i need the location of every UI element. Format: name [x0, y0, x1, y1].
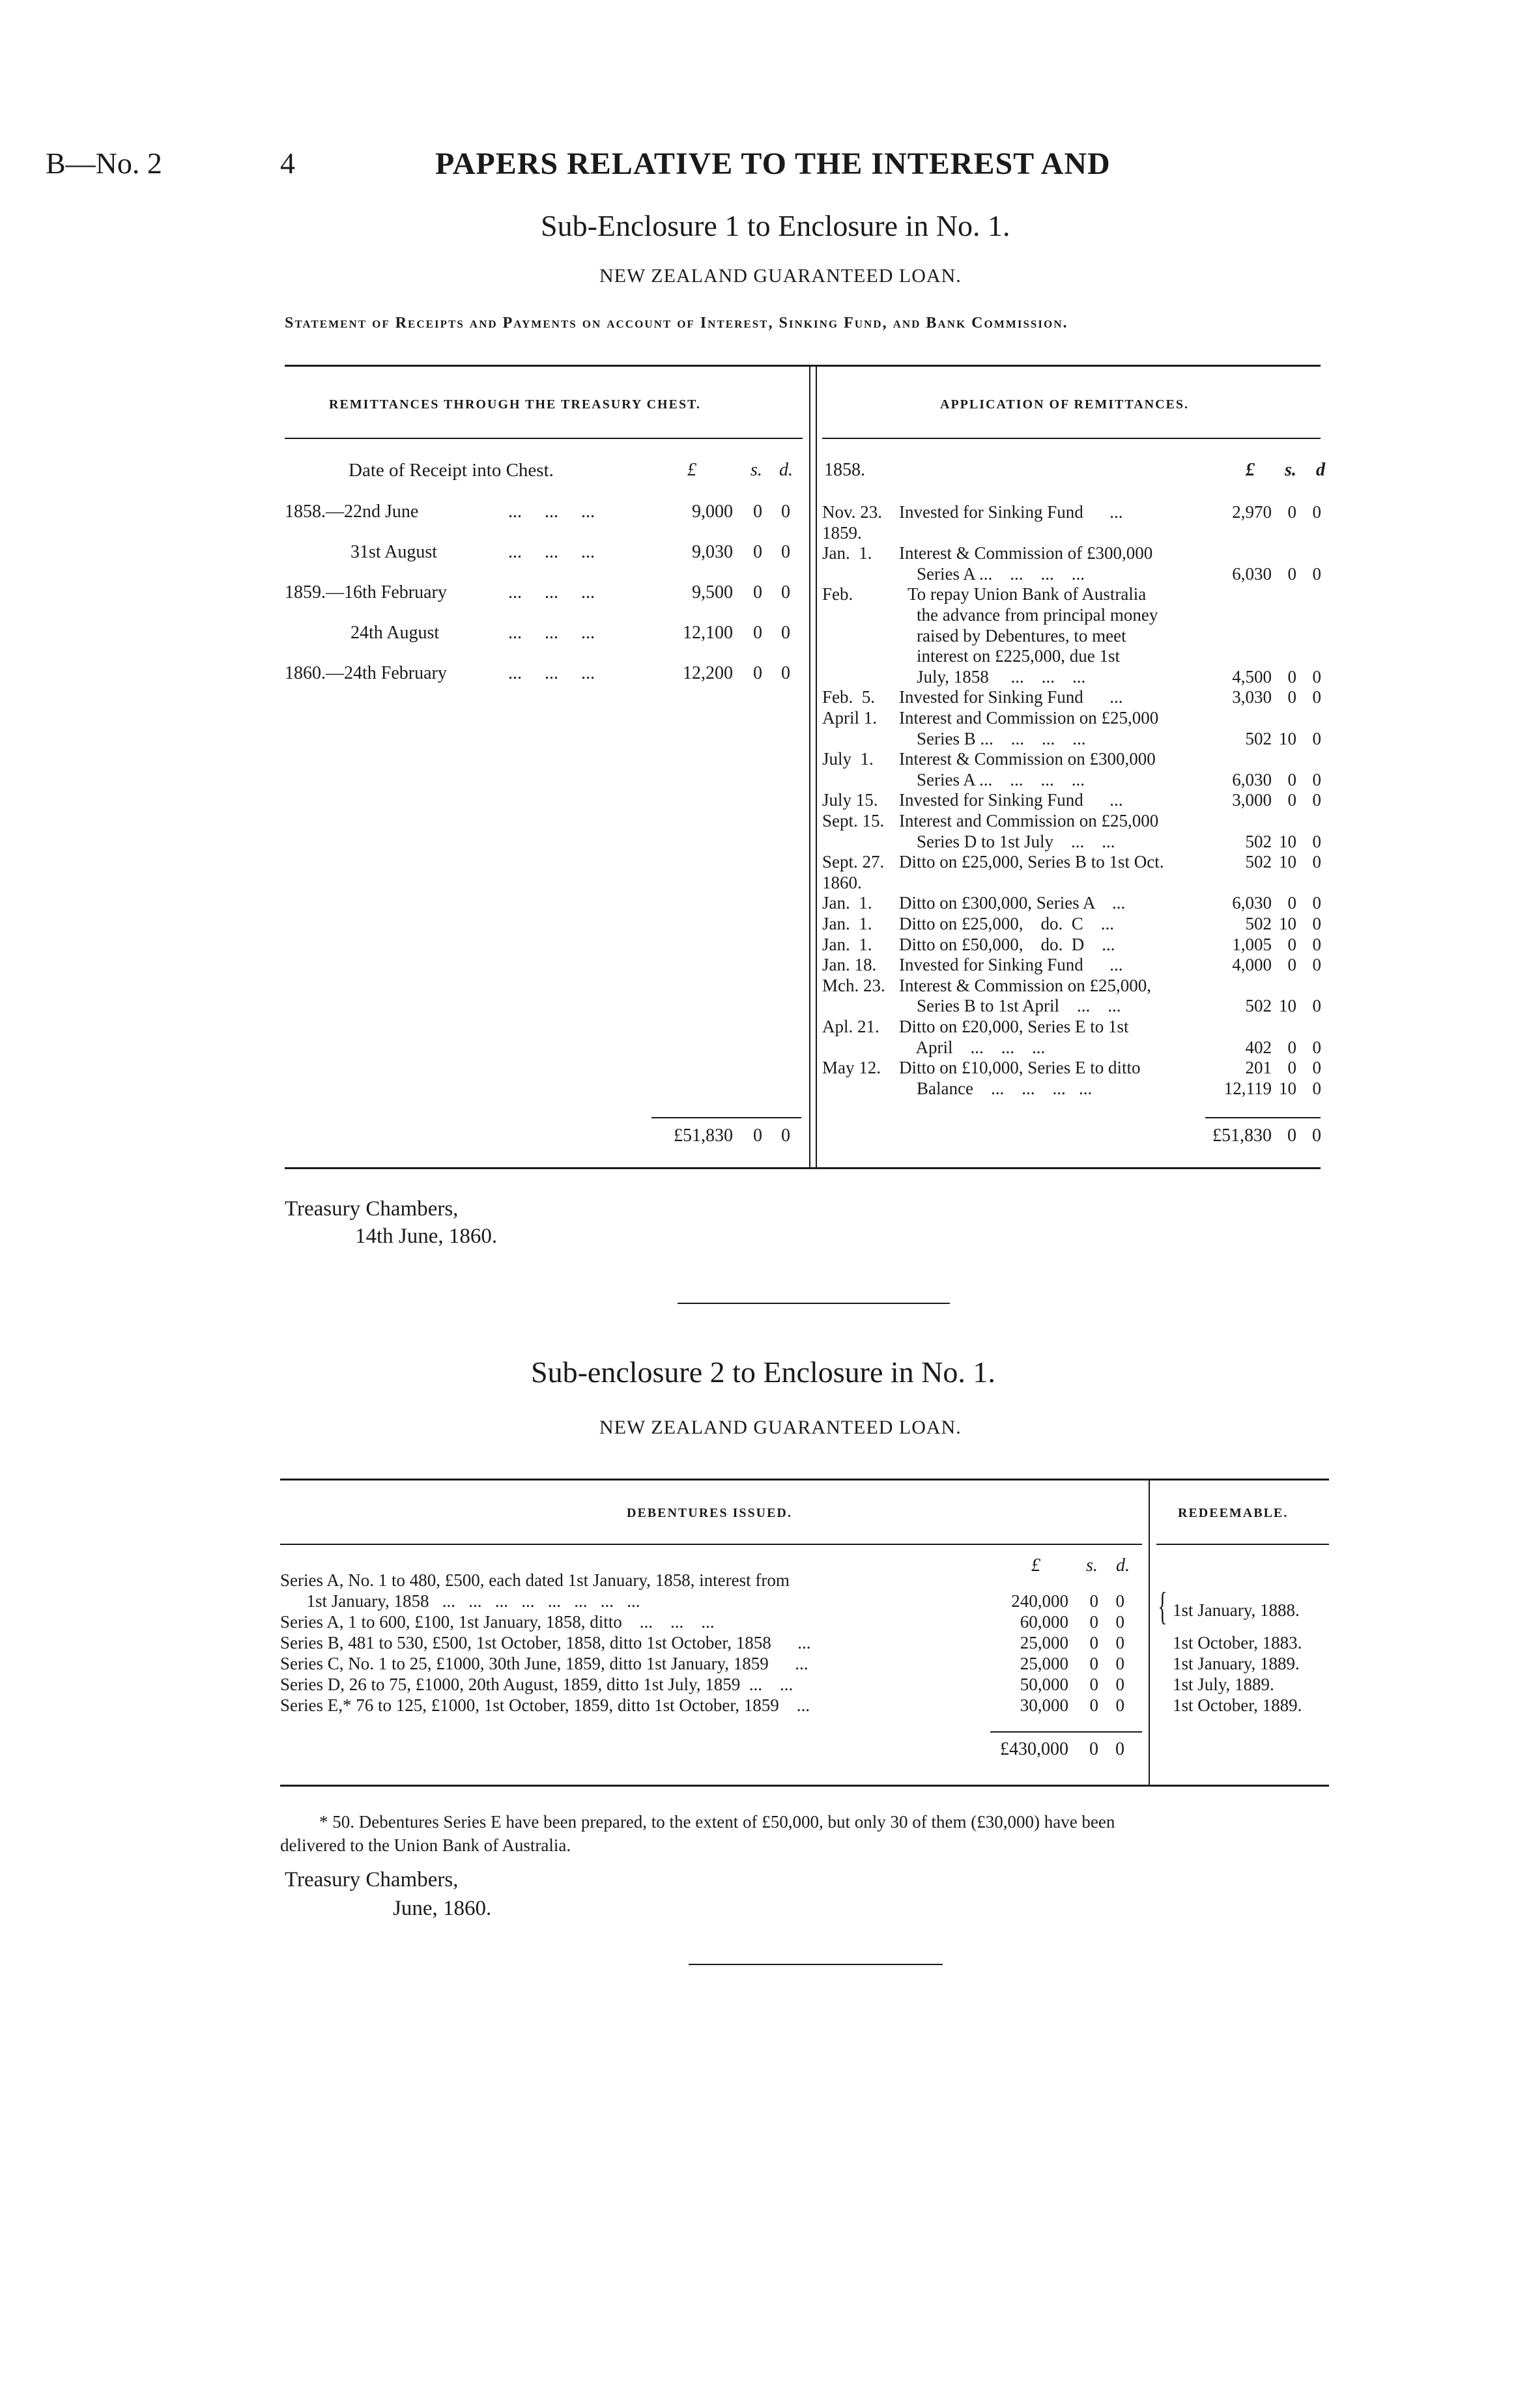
right-row-text: Series D to 1st July ... ...: [899, 832, 1115, 851]
right-row-d: 0: [1312, 729, 1321, 748]
left-row-s: 0: [753, 582, 762, 602]
right-row-d: 0: [1312, 914, 1321, 933]
t2-row-text: Series A, 1 to 600, £100, 1st January, 1858, ditto ... ... ...: [280, 1612, 715, 1632]
t2-row-text: 1st January, 1858 ... ... ... ... ... ... ... ...: [280, 1591, 640, 1611]
right-year-label: 1858.: [824, 460, 865, 480]
right-row-date: Jan. 1.: [822, 935, 872, 954]
right-row-s: 0: [1287, 667, 1296, 687]
right-row-d: 0: [1312, 1058, 1321, 1077]
left-row-pounds: 9,030: [692, 542, 733, 562]
sub1-heading: Sub-Enclosure 1 to Enclosure in No. 1.: [541, 209, 1010, 242]
table1-bottom-rule: [285, 1167, 1321, 1169]
right-row-s: 0: [1287, 1038, 1296, 1057]
right-row-d: 0: [1312, 790, 1321, 810]
right-total: £51,830: [1212, 1126, 1272, 1146]
table1-head-rule-left: [285, 438, 803, 439]
t2-row-d: 0: [1115, 1591, 1124, 1611]
right-row-text: Ditto on £25,000, Series B to 1st Oct.: [899, 852, 1164, 871]
right-row-date: April 1.: [822, 708, 877, 728]
t2-row-s: 0: [1089, 1633, 1098, 1652]
table1-divider-2: [816, 365, 817, 1167]
right-row-date: 1860.: [822, 873, 862, 892]
right-row-date: May 12.: [822, 1058, 881, 1077]
right-row-s: 0: [1287, 564, 1296, 584]
right-row-text: Ditto on £25,000, do. C ...: [899, 914, 1115, 933]
t2-row-pounds: 25,000: [1020, 1654, 1068, 1673]
left-row-dots: ... ... ...: [508, 502, 595, 522]
t2-row-pounds: 25,000: [1020, 1633, 1068, 1652]
right-total-d: 0: [1312, 1126, 1321, 1146]
right-row-date: Jan. 1.: [822, 543, 872, 563]
right-row-s: 0: [1287, 935, 1296, 954]
issued-heading: DEBENTURES ISSUED.: [627, 1506, 792, 1520]
right-row-pounds: 6,030: [1232, 893, 1272, 913]
right-row-s: 0: [1287, 790, 1296, 810]
sub1-loan-title: NEW ZEALAND GUARANTEED LOAN.: [599, 265, 962, 287]
right-row-s: 10: [1279, 729, 1296, 748]
right-row-text: Ditto on £300,000, Series A ...: [899, 893, 1126, 913]
right-row-s: 0: [1287, 502, 1296, 522]
right-row-text: Interest and Commission on £25,000: [899, 708, 1159, 728]
right-row-text: Interest and Commission on £25,000: [899, 811, 1159, 830]
t2-s-header: s.: [1086, 1555, 1098, 1576]
right-row-pounds: 6,030: [1232, 564, 1272, 584]
right-row-s: 10: [1279, 914, 1296, 933]
table1-head-rule-right: [822, 438, 1321, 439]
right-row-d: 0: [1312, 935, 1321, 954]
right-row-pounds: 502: [1245, 914, 1272, 933]
t2-row-s: 0: [1089, 1591, 1098, 1611]
table1-divider: [809, 365, 810, 1167]
t2-row-text: Series D, 26 to 75, £1000, 20th August, 1859, ditto 1st July, 1859 ... ...: [280, 1675, 794, 1694]
t2-row-text: Series B, 481 to 530, £500, 1st October, 1858, ditto 1st October, 1858 ...: [280, 1633, 811, 1652]
right-row-pounds: 4,000: [1232, 955, 1272, 974]
right-row-text: To repay Union Bank of Australia: [899, 584, 1147, 604]
right-row-text: the advance from principal money: [899, 605, 1158, 625]
t2-row-d: 0: [1115, 1675, 1124, 1694]
table2-head-rule-left: [280, 1544, 1142, 1545]
left-row-date: 24th August: [350, 623, 440, 643]
t2-redeem-date: 1st October, 1883.: [1173, 1633, 1302, 1652]
left-pound-header: £: [687, 460, 696, 480]
right-row-text: raised by Debentures, to meet: [899, 626, 1126, 645]
table1-top-rule: [285, 365, 1321, 367]
t2-total-d: 0: [1115, 1739, 1124, 1759]
left-row-pounds: 12,100: [683, 623, 733, 643]
right-row-date: Nov. 23.: [822, 502, 882, 522]
sub2-heading: Sub-enclosure 2 to Enclosure in No. 1.: [531, 1355, 995, 1389]
right-row-d: 0: [1312, 770, 1321, 789]
t2-row-pounds: 60,000: [1020, 1612, 1068, 1632]
left-row-s: 0: [753, 542, 762, 562]
table2-top-rule: [280, 1479, 1329, 1480]
t2-row-pounds: 50,000: [1020, 1675, 1068, 1694]
right-row-pounds: 6,030: [1232, 770, 1272, 789]
left-row-date: 1860.—24th February: [285, 663, 447, 683]
right-row-text: Invested for Sinking Fund ...: [899, 955, 1123, 974]
right-row-date: Jan. 1.: [822, 914, 872, 933]
right-row-d: 0: [1312, 852, 1321, 871]
right-total-rule: [1205, 1117, 1321, 1118]
document-ref: B—No. 2: [46, 147, 162, 180]
left-row-dots: ... ... ...: [508, 582, 595, 602]
right-total-s: 0: [1287, 1126, 1296, 1146]
right-row-date: Jan. 1.: [822, 893, 872, 913]
t2-redeem-date: 1st July, 1889.: [1173, 1675, 1274, 1694]
right-row-d: 0: [1312, 1038, 1321, 1057]
right-row-d: 0: [1312, 564, 1321, 584]
right-row-text: Balance ... ... ... ...: [899, 1079, 1093, 1098]
table2-bottom-rule: [280, 1785, 1329, 1787]
t2-row-d: 0: [1115, 1654, 1124, 1673]
sub1-signoff-date: 14th June, 1860.: [355, 1225, 498, 1248]
right-s-header: s.: [1285, 460, 1296, 480]
right-row-s: 0: [1287, 687, 1296, 707]
right-row-d: 0: [1312, 955, 1321, 974]
right-row-pounds: 4,500: [1232, 667, 1272, 687]
t2-total: £430,000: [1000, 1739, 1068, 1759]
right-row-s: 10: [1279, 852, 1296, 871]
right-row-text: Series A ... ... ... ...: [899, 770, 1085, 789]
left-total: £51,830: [674, 1126, 733, 1146]
right-row-text: interest on £225,000, due 1st: [899, 646, 1120, 666]
left-row-date: 1858.—22nd June: [285, 502, 419, 522]
left-row-pounds: 9,000: [692, 502, 733, 522]
t2-row-d: 0: [1115, 1633, 1124, 1652]
redeemable-heading: REDEEMABLE.: [1178, 1506, 1289, 1520]
right-row-text: Series A ... ... ... ...: [899, 564, 1085, 584]
t2-row-pounds: 240,000: [1011, 1591, 1068, 1611]
left-date-label: Date of Receipt into Chest.: [349, 460, 554, 481]
t2-total-s: 0: [1089, 1739, 1098, 1759]
t2-row-s: 0: [1089, 1612, 1098, 1632]
right-row-date: Feb. 5.: [822, 687, 875, 707]
right-row-text: Interest & Commission of £300,000: [899, 543, 1153, 563]
sub1-signoff-place: Treasury Chambers,: [285, 1197, 459, 1221]
left-total-s: 0: [753, 1126, 762, 1146]
t2-d-header: d.: [1116, 1555, 1130, 1576]
right-row-d: 0: [1312, 893, 1321, 913]
right-row-text: Ditto on £50,000, do. D ...: [899, 935, 1115, 954]
right-row-date: 1859.: [822, 523, 862, 543]
t2-row-text: Series E,* 76 to 125, £1000, 1st October, 1859, ditto 1st October, 1859 ...: [280, 1695, 810, 1715]
right-row-text: April ... ... ...: [899, 1038, 1046, 1057]
right-row-date: Sept. 27.: [822, 852, 885, 871]
left-s-header: s.: [751, 460, 762, 480]
left-row-dots: ... ... ...: [508, 542, 595, 562]
table2-head-rule-right: [1156, 1544, 1329, 1545]
right-row-s: 10: [1279, 996, 1296, 1015]
page-title: PAPERS RELATIVE TO THE INTEREST AND: [435, 147, 1111, 181]
section-separator: [678, 1303, 950, 1304]
right-row-s: 0: [1287, 955, 1296, 974]
right-row-d: 0: [1312, 687, 1321, 707]
sub1-statement: Statement of Receipts and Payments on account of Interest, Sinking Fund, and Bank Commission.: [285, 315, 1068, 332]
t2-row-d: 0: [1115, 1612, 1124, 1632]
right-col-heading: APPLICATION OF REMITTANCES.: [940, 397, 1189, 412]
left-row-pounds: 9,500: [692, 582, 733, 602]
left-row-pounds: 12,200: [683, 663, 733, 683]
t2-row-s: 0: [1089, 1695, 1098, 1715]
right-row-d: 0: [1312, 996, 1321, 1015]
sub2-loan-title: NEW ZEALAND GUARANTEED LOAN.: [599, 1417, 962, 1438]
right-row-pounds: 502: [1245, 852, 1272, 871]
left-row-dots: ... ... ...: [508, 623, 595, 643]
left-row-d: 0: [781, 623, 790, 643]
t2-pound-header: £: [1031, 1555, 1040, 1576]
left-row-date: 31st August: [350, 542, 438, 562]
t2-redeem-date: 1st January, 1889.: [1173, 1654, 1300, 1673]
right-row-text: Series B ... ... ... ...: [899, 729, 1086, 748]
right-row-date: July 15.: [822, 790, 878, 810]
right-row-text: Invested for Sinking Fund ...: [899, 790, 1123, 810]
right-pound-header: £: [1246, 460, 1255, 480]
left-col-heading: REMITTANCES THROUGH THE TREASURY CHEST.: [329, 397, 701, 412]
page-number: 4: [280, 147, 295, 180]
right-d-header: d: [1316, 460, 1325, 480]
right-row-pounds: 3,000: [1232, 790, 1272, 810]
t2-row-text: Series A, No. 1 to 480, £500, each dated 1st January, 1858, interest from: [280, 1570, 790, 1590]
t2-redeem-date: 1st October, 1889.: [1173, 1695, 1302, 1715]
right-row-date: Apl. 21.: [822, 1017, 880, 1036]
table2-divider: [1149, 1479, 1150, 1785]
right-row-text: Ditto on £10,000, Series E to ditto: [899, 1058, 1141, 1077]
left-row-date: 1859.—16th February: [285, 582, 447, 602]
left-total-d: 0: [781, 1126, 790, 1146]
left-total-rule: [651, 1117, 801, 1118]
left-row-d: 0: [781, 502, 790, 522]
right-row-text: July, 1858 ... ... ...: [899, 667, 1086, 687]
right-row-pounds: 12,119: [1223, 1079, 1272, 1098]
t2-row-pounds: 30,000: [1020, 1695, 1068, 1715]
right-row-date: Mch. 23.: [822, 976, 885, 995]
right-row-pounds: 502: [1245, 996, 1272, 1015]
right-row-d: 0: [1312, 832, 1321, 851]
right-row-text: Interest & Commission on £300,000: [899, 749, 1156, 769]
t2-row-s: 0: [1089, 1654, 1098, 1673]
footnote-line-1: * 50. Debentures Series E have been prepared, to the extent of £50,000, but only 30 of them (£30,000) have been: [319, 1812, 1115, 1832]
right-row-d: 0: [1312, 502, 1321, 522]
left-row-d: 0: [781, 663, 790, 683]
sub2-signoff-date: June, 1860.: [393, 1897, 492, 1920]
right-row-s: 0: [1287, 1058, 1296, 1077]
left-row-s: 0: [753, 623, 762, 643]
redeem-brace: {: [1158, 1585, 1167, 1628]
left-row-dots: ... ... ...: [508, 663, 595, 683]
right-row-text: Interest & Commission on £25,000,: [899, 976, 1151, 995]
t2-redeem-date: 1st January, 1888.: [1173, 1600, 1300, 1620]
end-separator: [689, 1964, 943, 1965]
footnote-line-2: delivered to the Union Bank of Australia.: [280, 1835, 571, 1855]
t2-row-text: Series C, No. 1 to 25, £1000, 30th June, 1859, ditto 1st January, 1859 ...: [280, 1654, 808, 1673]
right-row-date: Sept. 15.: [822, 811, 885, 830]
right-row-s: 0: [1287, 770, 1296, 789]
t2-row-s: 0: [1089, 1675, 1098, 1694]
right-row-text: Invested for Sinking Fund ...: [899, 687, 1123, 707]
right-row-s: 10: [1279, 832, 1296, 851]
right-row-date: Jan. 18.: [822, 955, 877, 974]
left-d-header: d.: [779, 460, 793, 480]
right-row-pounds: 201: [1245, 1058, 1272, 1077]
right-row-date: July 1.: [822, 749, 874, 769]
right-row-s: 0: [1287, 893, 1296, 913]
right-row-text: Invested for Sinking Fund ...: [899, 502, 1123, 522]
right-row-d: 0: [1312, 667, 1321, 687]
left-row-d: 0: [781, 542, 790, 562]
right-row-pounds: 502: [1245, 729, 1272, 748]
right-row-d: 0: [1312, 1079, 1321, 1098]
right-row-pounds: 3,030: [1232, 687, 1272, 707]
right-row-text: Series B to 1st April ... ...: [899, 996, 1121, 1015]
left-row-d: 0: [781, 582, 790, 602]
right-row-text: Ditto on £20,000, Series E to 1st: [899, 1017, 1129, 1036]
right-row-s: 10: [1279, 1079, 1296, 1098]
sub2-signoff-place: Treasury Chambers,: [285, 1868, 459, 1891]
left-row-s: 0: [753, 502, 762, 522]
right-row-pounds: 1,005: [1232, 935, 1272, 954]
right-row-pounds: 402: [1245, 1038, 1272, 1057]
right-row-pounds: 502: [1245, 832, 1272, 851]
right-row-pounds: 2,970: [1232, 502, 1272, 522]
left-row-s: 0: [753, 663, 762, 683]
t2-total-rule: [990, 1731, 1142, 1733]
t2-row-d: 0: [1115, 1695, 1124, 1715]
right-row-date: Feb.: [822, 584, 853, 604]
